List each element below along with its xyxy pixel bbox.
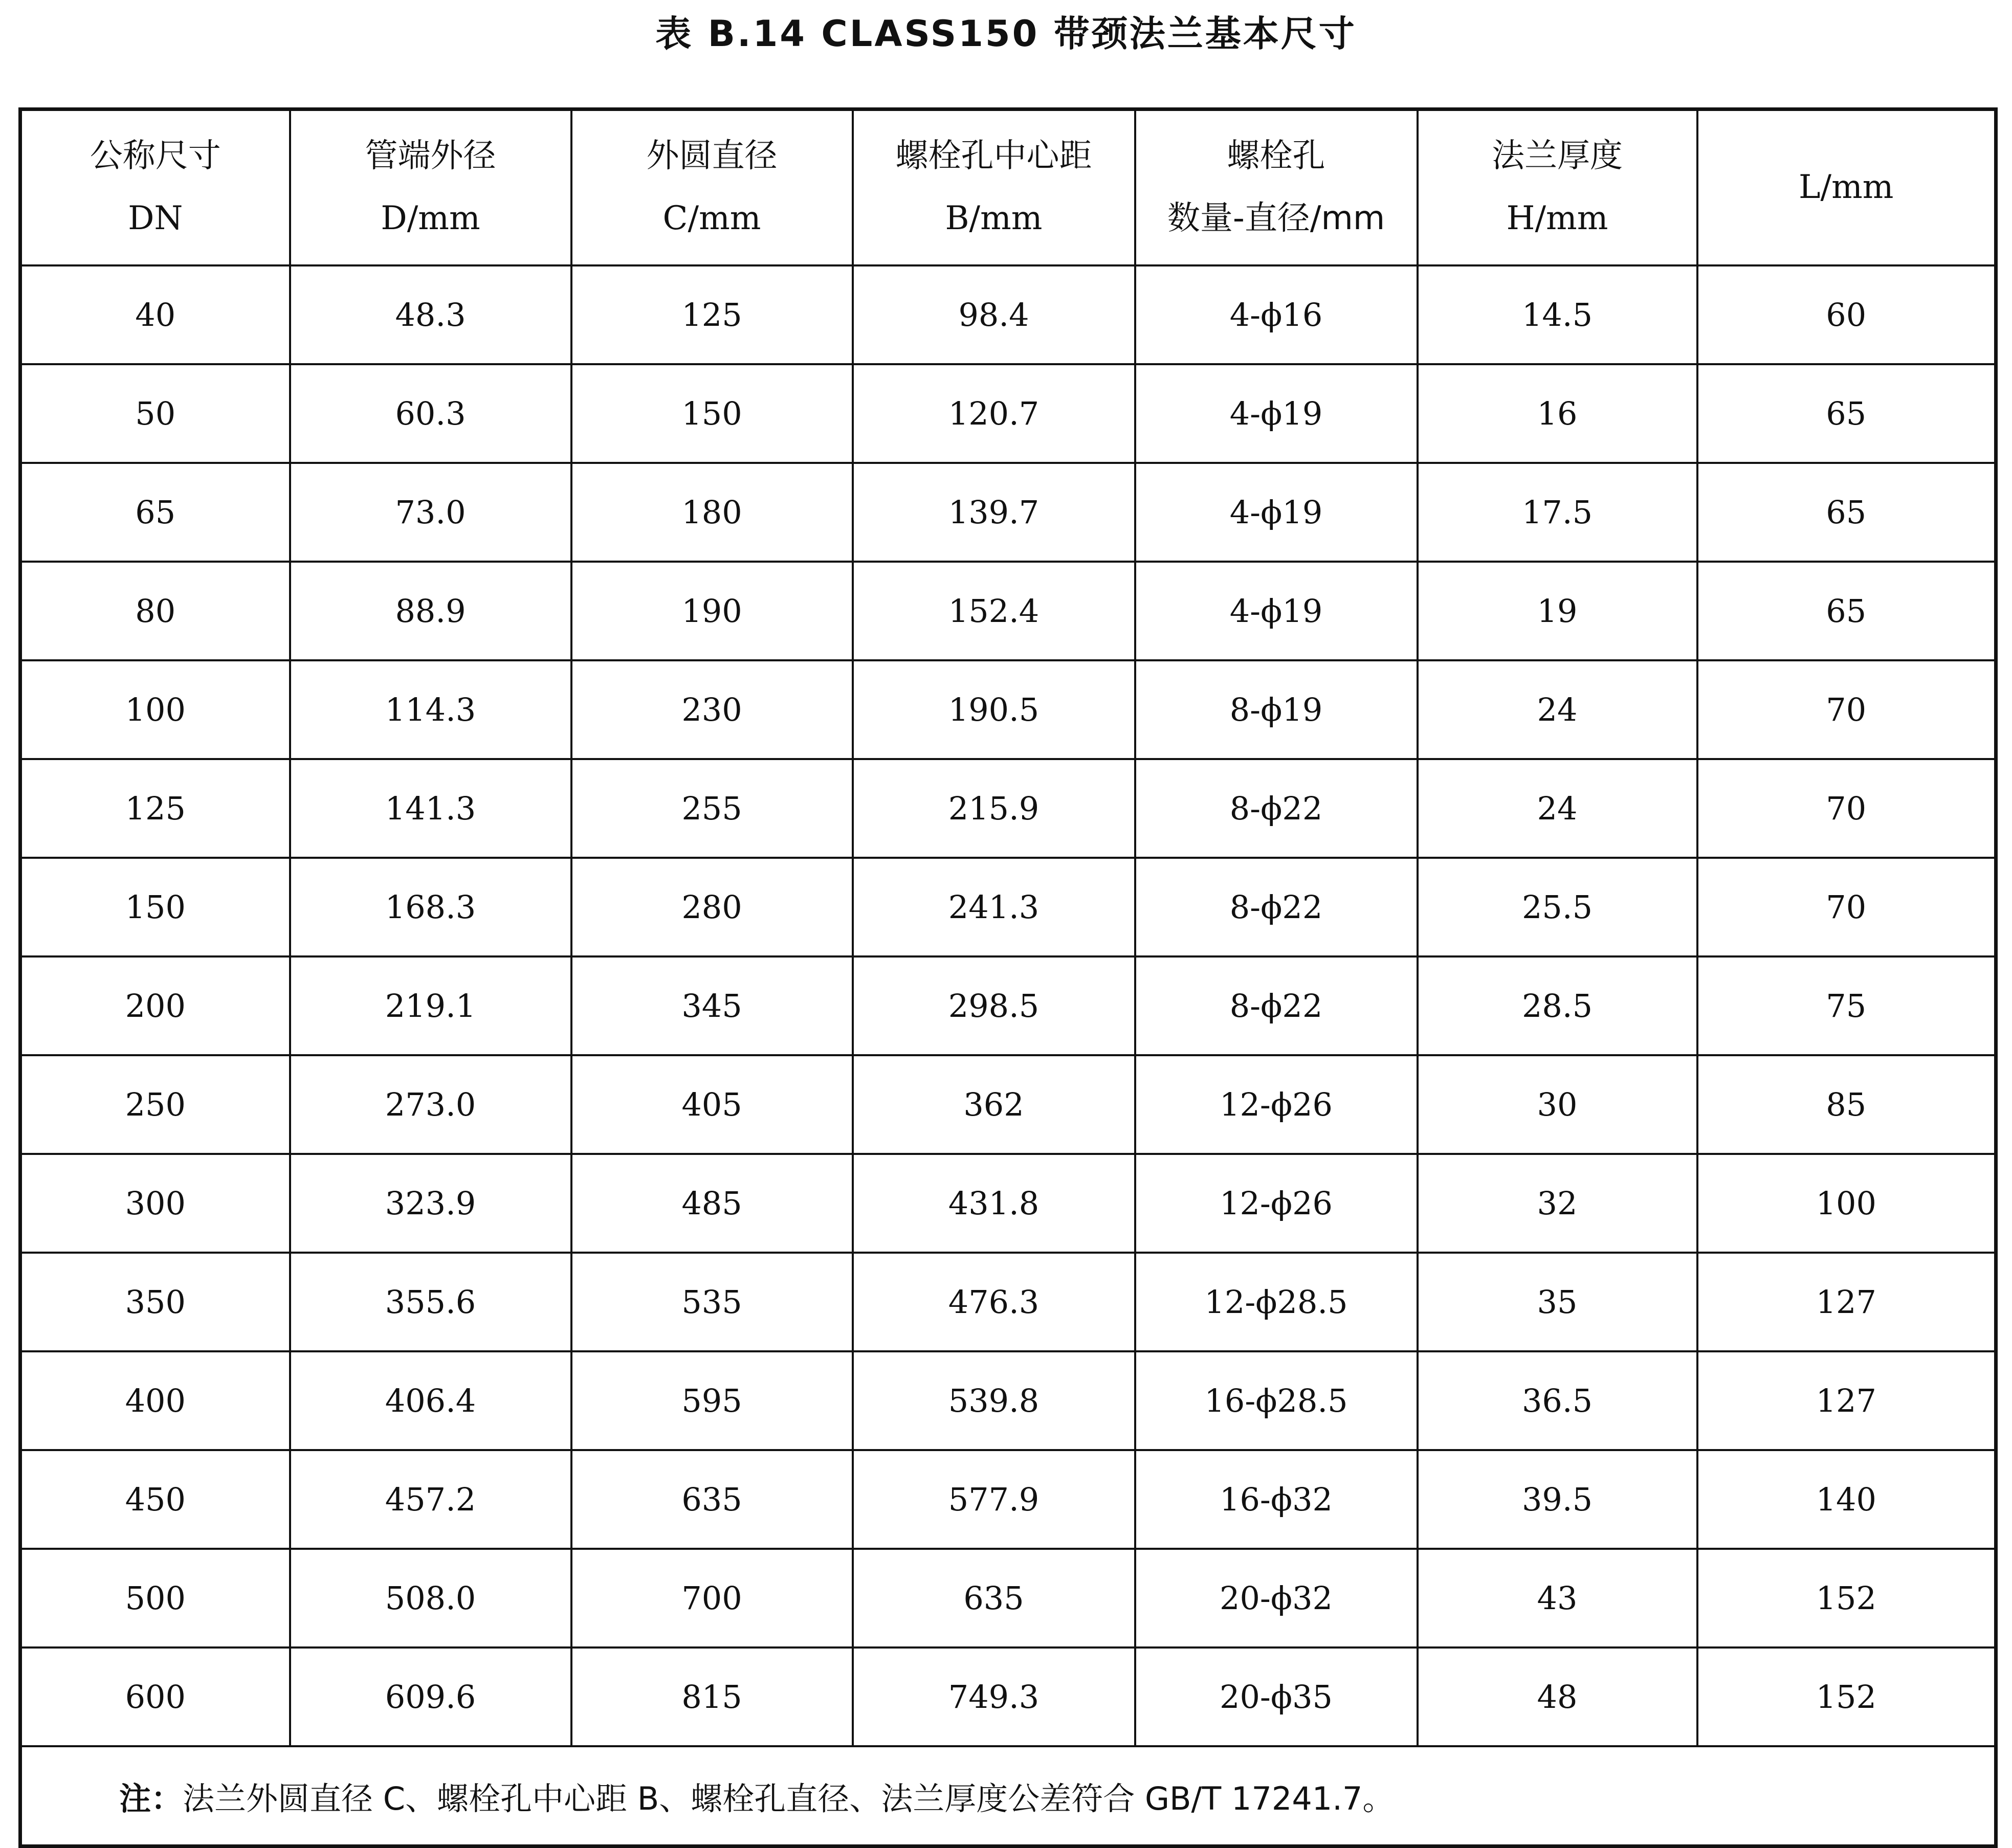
cell-flange-thickness: 19 (1418, 562, 1697, 660)
table-body (20, 265, 1996, 1846)
cell-length: 70 (1697, 660, 1996, 759)
header-row (20, 109, 1996, 266)
cell-outer-diameter: 150 (571, 364, 853, 463)
cell-outer-diameter: 180 (571, 463, 853, 562)
cell-bolt-holes: 20-ϕ32 (1135, 1549, 1418, 1647)
note-row (20, 1746, 1996, 1846)
cell-flange-thickness: 17.5 (1418, 463, 1697, 562)
cell-length: 127 (1697, 1351, 1996, 1450)
cell-bolt-circle: 98.4 (853, 265, 1135, 364)
cell-dn: 150 (20, 858, 290, 956)
cell-outer-diameter: 635 (571, 1450, 853, 1549)
cell-bolt-circle: 577.9 (853, 1450, 1135, 1549)
cell-dn: 80 (20, 562, 290, 660)
cell-bolt-circle: 215.9 (853, 759, 1135, 858)
cell-length: 70 (1697, 759, 1996, 858)
cell-bolt-circle: 635 (853, 1549, 1135, 1647)
table-row (20, 562, 1996, 660)
cell-bolt-circle: 120.7 (853, 364, 1135, 463)
cell-bolt-circle: 431.8 (853, 1154, 1135, 1253)
note-cell (20, 1746, 1996, 1846)
cell-dn: 350 (20, 1253, 290, 1351)
cell-length: 127 (1697, 1253, 1996, 1351)
cell-bolt-circle: 241.3 (853, 858, 1135, 956)
cell-bolt-circle: 152.4 (853, 562, 1135, 660)
cell-length: 65 (1697, 364, 1996, 463)
cell-bolt-circle: 139.7 (853, 463, 1135, 562)
header-unit: 数量-直径/mm (1167, 199, 1385, 237)
table-row (20, 956, 1996, 1055)
cell-outer-diameter: 345 (571, 956, 853, 1055)
cell-length: 65 (1697, 562, 1996, 660)
cell-flange-thickness: 36.5 (1418, 1351, 1697, 1450)
cell-bolt-circle: 298.5 (853, 956, 1135, 1055)
cell-flange-thickness: 14.5 (1418, 265, 1697, 364)
table-header (20, 109, 1996, 266)
cell-flange-thickness: 16 (1418, 364, 1697, 463)
cell-bolt-holes: 4-ϕ19 (1135, 562, 1418, 660)
cell-pipe-od: 219.1 (290, 956, 571, 1055)
cell-length: 152 (1697, 1647, 1996, 1746)
table-row (20, 1351, 1996, 1450)
cell-flange-thickness: 35 (1418, 1253, 1697, 1351)
cell-flange-thickness: 28.5 (1418, 956, 1697, 1055)
table-row (20, 463, 1996, 562)
cell-dn: 400 (20, 1351, 290, 1450)
cell-outer-diameter: 815 (571, 1647, 853, 1746)
cell-dn: 65 (20, 463, 290, 562)
cell-flange-thickness: 24 (1418, 759, 1697, 858)
cell-bolt-holes: 8-ϕ22 (1135, 759, 1418, 858)
table-row (20, 265, 1996, 364)
cell-dn: 40 (20, 265, 290, 364)
cell-bolt-holes: 4-ϕ19 (1135, 463, 1418, 562)
header-pipe-od (290, 109, 571, 266)
cell-bolt-circle: 539.8 (853, 1351, 1135, 1450)
cell-flange-thickness: 48 (1418, 1647, 1697, 1746)
cell-pipe-od: 73.0 (290, 463, 571, 562)
table-row (20, 364, 1996, 463)
cell-length: 60 (1697, 265, 1996, 364)
cell-pipe-od: 273.0 (290, 1055, 571, 1154)
cell-flange-thickness: 25.5 (1418, 858, 1697, 956)
table-title: 表 B.14 CLASS150 带颈法兰基本尺寸 (655, 12, 1357, 55)
cell-bolt-holes: 4-ϕ19 (1135, 364, 1418, 463)
header-unit: D/mm (381, 199, 480, 237)
cell-outer-diameter: 125 (571, 265, 853, 364)
table-row (20, 1253, 1996, 1351)
cell-dn: 125 (20, 759, 290, 858)
cell-outer-diameter: 595 (571, 1351, 853, 1450)
header-flange-thickness (1418, 109, 1697, 266)
header-unit: DN (128, 199, 183, 237)
cell-dn: 450 (20, 1450, 290, 1549)
cell-bolt-holes: 8-ϕ22 (1135, 956, 1418, 1055)
header-unit: C/mm (662, 199, 761, 237)
cell-outer-diameter: 700 (571, 1549, 853, 1647)
cell-bolt-holes: 8-ϕ22 (1135, 858, 1418, 956)
cell-flange-thickness: 32 (1418, 1154, 1697, 1253)
cell-pipe-od: 60.3 (290, 364, 571, 463)
cell-dn: 100 (20, 660, 290, 759)
table-row (20, 1647, 1996, 1746)
cell-dn: 50 (20, 364, 290, 463)
cell-bolt-circle: 190.5 (853, 660, 1135, 759)
table-row (20, 660, 1996, 759)
header-label: 螺栓孔中心距 (895, 137, 1092, 175)
cell-bolt-circle: 362 (853, 1055, 1135, 1154)
header-label: 管端外径 (365, 137, 496, 175)
cell-pipe-od: 141.3 (290, 759, 571, 858)
cell-bolt-circle: 476.3 (853, 1253, 1135, 1351)
cell-pipe-od: 355.6 (290, 1253, 571, 1351)
cell-outer-diameter: 190 (571, 562, 853, 660)
cell-bolt-holes: 12-ϕ28.5 (1135, 1253, 1418, 1351)
cell-outer-diameter: 230 (571, 660, 853, 759)
cell-dn: 200 (20, 956, 290, 1055)
header-bolt-holes (1135, 109, 1418, 266)
cell-flange-thickness: 24 (1418, 660, 1697, 759)
cell-pipe-od: 457.2 (290, 1450, 571, 1549)
cell-pipe-od: 609.6 (290, 1647, 571, 1746)
header-label: L/mm (1799, 168, 1894, 207)
cell-pipe-od: 48.3 (290, 265, 571, 364)
header-unit: H/mm (1506, 199, 1608, 237)
cell-pipe-od: 168.3 (290, 858, 571, 956)
cell-bolt-holes: 8-ϕ19 (1135, 660, 1418, 759)
cell-flange-thickness: 30 (1418, 1055, 1697, 1154)
note-label: 注： (119, 1779, 183, 1817)
header-label: 螺栓孔 (1227, 137, 1325, 175)
header-label: 外圆直径 (646, 137, 778, 175)
cell-flange-thickness: 39.5 (1418, 1450, 1697, 1549)
cell-dn: 500 (20, 1549, 290, 1647)
cell-dn: 300 (20, 1154, 290, 1253)
table-row (20, 1450, 1996, 1549)
flange-dimension-table (18, 107, 1998, 1848)
cell-length: 152 (1697, 1549, 1996, 1647)
cell-dn: 250 (20, 1055, 290, 1154)
table-row (20, 1549, 1996, 1647)
cell-outer-diameter: 485 (571, 1154, 853, 1253)
cell-bolt-holes: 12-ϕ26 (1135, 1154, 1418, 1253)
table-row (20, 759, 1996, 858)
header-length (1697, 109, 1996, 266)
note-text: 法兰外圆直径 C、螺栓孔中心距 B、螺栓孔直径、法兰厚度公差符合 GB/T 17241.7。 (183, 1779, 1395, 1817)
table-row (20, 1055, 1996, 1154)
cell-bolt-holes: 12-ϕ26 (1135, 1055, 1418, 1154)
table-row (20, 858, 1996, 956)
cell-length: 100 (1697, 1154, 1996, 1253)
header-label: 法兰厚度 (1492, 137, 1623, 175)
cell-length: 75 (1697, 956, 1996, 1055)
table-row (20, 1154, 1996, 1253)
cell-length: 65 (1697, 463, 1996, 562)
cell-pipe-od: 323.9 (290, 1154, 571, 1253)
cell-outer-diameter: 405 (571, 1055, 853, 1154)
cell-outer-diameter: 280 (571, 858, 853, 956)
cell-pipe-od: 88.9 (290, 562, 571, 660)
cell-length: 140 (1697, 1450, 1996, 1549)
header-bolt-circle (853, 109, 1135, 266)
header-outer-diameter (571, 109, 853, 266)
cell-length: 85 (1697, 1055, 1996, 1154)
cell-bolt-holes: 4-ϕ16 (1135, 265, 1418, 364)
cell-dn: 600 (20, 1647, 290, 1746)
cell-flange-thickness: 43 (1418, 1549, 1697, 1647)
header-label: 公称尺寸 (90, 137, 221, 175)
cell-bolt-circle: 749.3 (853, 1647, 1135, 1746)
cell-pipe-od: 406.4 (290, 1351, 571, 1450)
cell-pipe-od: 114.3 (290, 660, 571, 759)
header-nominal-size (20, 109, 290, 266)
cell-outer-diameter: 535 (571, 1253, 853, 1351)
cell-pipe-od: 508.0 (290, 1549, 571, 1647)
cell-length: 70 (1697, 858, 1996, 956)
cell-outer-diameter: 255 (571, 759, 853, 858)
cell-bolt-holes: 16-ϕ28.5 (1135, 1351, 1418, 1450)
cell-bolt-holes: 20-ϕ35 (1135, 1647, 1418, 1746)
cell-bolt-holes: 16-ϕ32 (1135, 1450, 1418, 1549)
header-unit: B/mm (945, 199, 1043, 237)
